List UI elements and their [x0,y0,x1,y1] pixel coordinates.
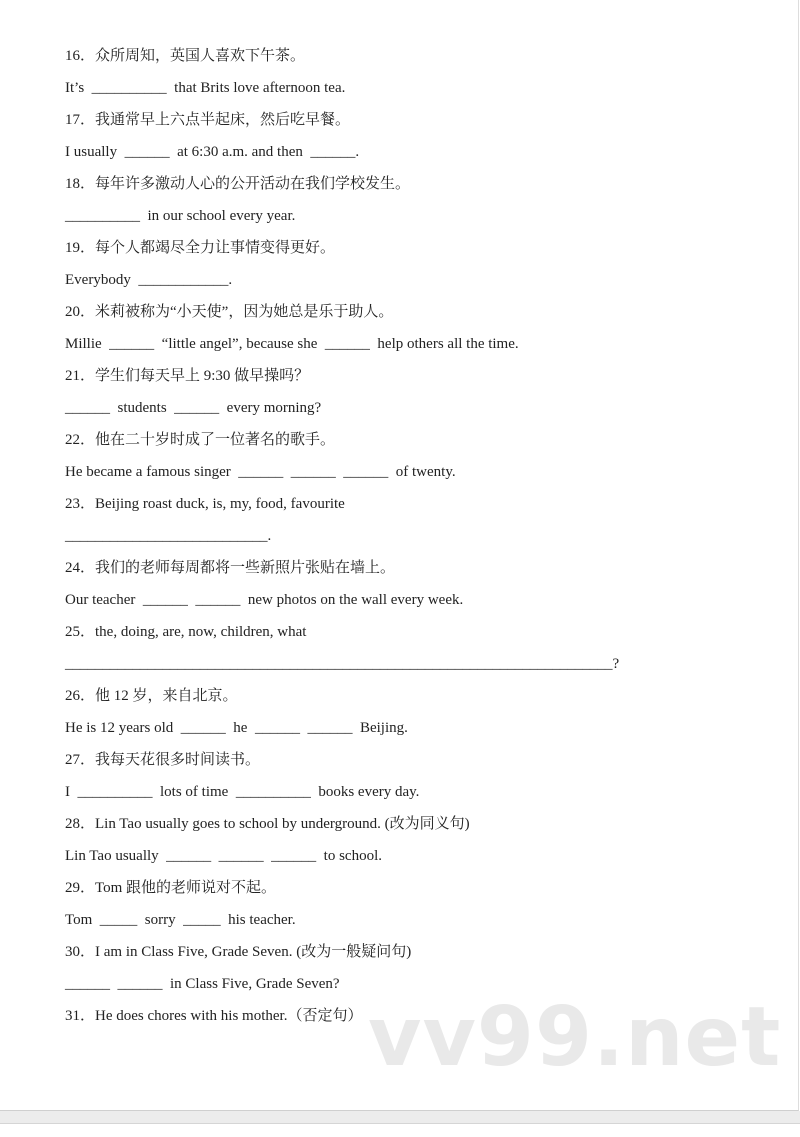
question-prompt: 19．每个人都竭尽全力让事情变得更好。 [65,240,336,256]
answer-line: He is 12 years old ______ he ______ ______ Beijing. [65,720,408,736]
watermark: vv99.net [368,990,782,1085]
question-prompt: 17．我通常早上六点半起床，然后吃早餐。 [65,112,351,128]
answer-line: I __________ lots of time __________ books every day. [65,784,420,800]
question-prompt: 26．他 12 岁，来自北京。 [65,688,238,704]
question-prompt: 20．米莉被称为“小天使”，因为她总是乐于助人。 [65,304,394,320]
question-prompt: 31．He does chores with his mother.（否定句） [65,1008,363,1024]
question-prompt: 28．Lin Tao usually goes to school by underground. (改为同义句) [65,816,470,832]
question-prompt: 30．I am in Class Five, Grade Seven. (改为一般疑问句) [65,944,412,960]
answer-line: ___________________________. [65,528,272,544]
question-prompt: 24．我们的老师每周都将一些新照片张贴在墙上。 [65,560,396,576]
answer-line: ______ students ______ every morning? [65,400,322,416]
page-separator [0,1111,800,1124]
answer-line: __________ in our school every year. [65,208,296,224]
question-prompt: 16．众所周知，英国人喜欢下午茶。 [65,48,306,64]
answer-line: Lin Tao usually ______ ______ ______ to school. [65,848,382,864]
question-prompt: 29．Tom 跟他的老师说对不起。 [65,880,277,896]
answer-line: It’s __________ that Brits love afternoon tea. [65,80,346,96]
answer-line: _________________________________________________________________________? [65,656,620,672]
answer-line: Everybody ____________. [65,272,233,288]
answer-line: Our teacher ______ ______ new photos on the wall every week. [65,592,464,608]
answer-line: I usually ______ at 6:30 a.m. and then ______. [65,144,360,160]
question-prompt: 22．他在二十岁时成了一位著名的歌手。 [65,432,336,448]
answer-line: Millie ______ “little angel”, because she ______ help others all the time. [65,336,519,352]
question-prompt: 23．Beijing roast duck, is, my, food, favourite [65,496,345,512]
answer-line: Tom _____ sorry _____ his teacher. [65,912,296,928]
question-prompt: 25．the, doing, are, now, children, what [65,624,307,640]
answer-line: He became a famous singer ______ ______ ______ of twenty. [65,464,456,480]
question-prompt: 21．学生们每天早上 9:30 做早操吗？ [65,368,310,384]
question-prompt: 27．我每天花很多时间读书。 [65,752,261,768]
exercise-lines [65,45,619,1037]
question-prompt: 18．每年许多激动人心的公开活动在我们学校发生。 [65,176,411,192]
answer-line: ______ ______ in Class Five, Grade Seven? [65,976,340,992]
